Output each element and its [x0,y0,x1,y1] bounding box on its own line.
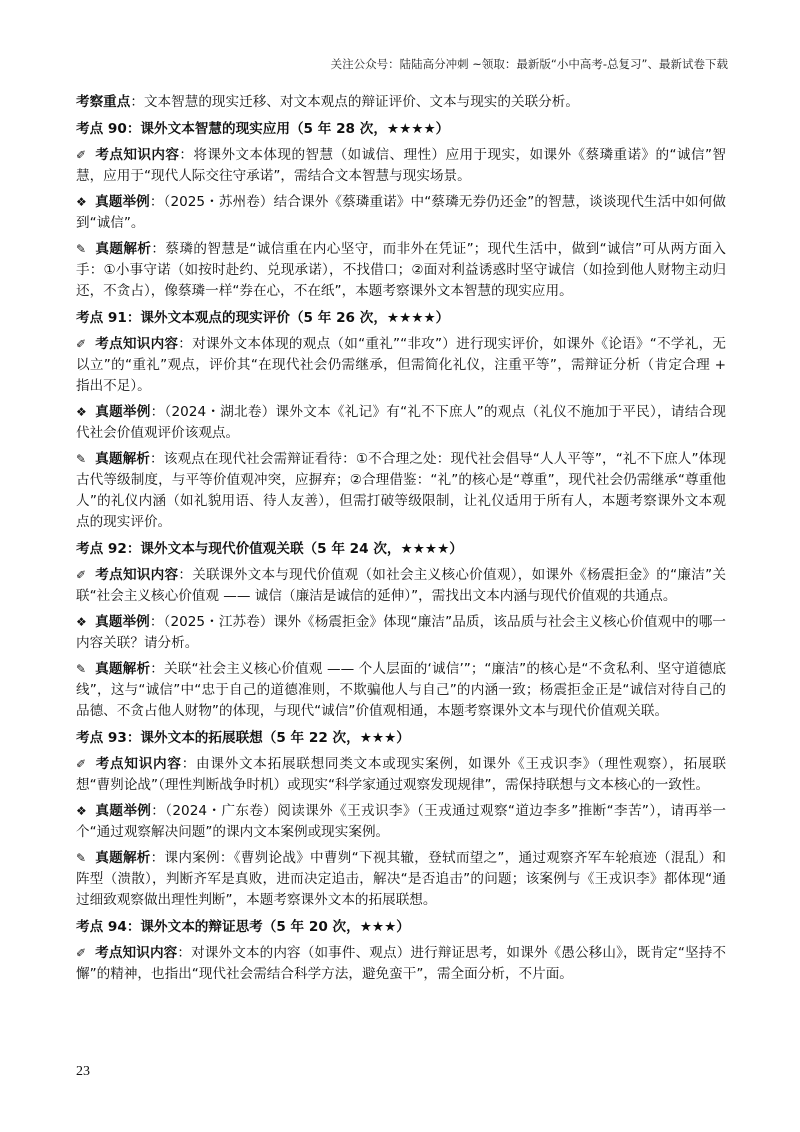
example-text: ：（2025・江苏卷）课外《杨震拒金》体现“廉洁”品质，该品质与社会主义核心价值观中的哪一内容关联？请分析。 [76,614,726,651]
point-92 [76,539,726,722]
example-label: 真题举例 [95,803,152,819]
knowledge-label: 考点知识内容 [95,336,179,352]
analysis-label: 真题解析 [95,241,152,257]
example-label: 真题举例 [95,614,150,630]
knowledge-label: 考点知识内容 [95,756,182,772]
knowledge-paragraph [76,943,726,985]
pencil-icon: ✐ [76,337,87,351]
knowledge-text: ：关联课外文本与现代价值观（如社会主义核心价值观），如课外《杨震拒金》的“廉洁”关联“社会主义核心价值观 —— 诚信（廉洁是诚信的延伸）”，需找出文本内涵与现代价值观的共通点。 [76,567,726,604]
analysis-text: ：关联“社会主义核心价值观 —— 个人层面的‘诚信’”；“廉洁”的核心是“不贪私利、坚守道德底线”，这与“诚信”中“忠于自己的道德准则，不欺骗他人与自己”的内涵一致；杨震拒金正是“诚信对待自己的品德、不贪占他人财物”的体现，与现代“诚信”价值观相通，本题考察课外文本与现代价值观关联。 [76,661,726,719]
point-91 [76,308,726,533]
example-paragraph [76,192,726,234]
page-header: 关注公众号：陆陆高分冲刺 ~领取：最新版“小中高考-总复习”、最新试卷下载 [330,57,728,71]
diamond-bullet-icon: ❖ [76,195,87,209]
diamond-bullet-icon: ❖ [76,615,87,629]
knowledge-text: ：对课外文本体现的观点（如“重礼”“非攻”）进行现实评价，如课外《论语》“不学礼，无以立”的“重礼”观点，评价其“在现代社会仍需继承，但需简化礼仪，注重平等”，需辩证分析（肯定合理 + 指出不足）。 [76,336,727,394]
example-paragraph [76,402,726,444]
analysis-text: ：蔡璘的智慧是“诚信重在内心坚守，而非外在凭证”；现代生活中，做到“诚信”可从两方面入手：①小事守诺（如按时赴约、兑现承诺），不找借口；②面对利益诱惑时坚守诚信（如捡到他人财物主动归还，不贪占），像蔡璘一样“券在心，不在纸”，本题考察课外文本智慧的现实应用。 [76,241,727,299]
knowledge-text: ：由课外文本拓展联想同类文本或现实案例，如课外《王戎识李》（理性观察），拓展联想“曹刿论战”（理性判断战争时机）或现实“科学家通过观察发现规律”，需保持联想与文本核心的一致性。 [76,756,727,793]
pen-icon: ✎ [76,452,87,466]
example-text: ：（2024・湖北卷）课外文本《礼记》有“礼不下庶人”的观点（礼仪不施加于平民），请结合现代社会价值观评价该观点。 [76,404,727,441]
analysis-label: 真题解析 [95,451,151,467]
example-text: ：（2025・苏州卷）结合课外《蔡璘重诺》中“蔡璘无券仍还金”的智慧，谈谈现代生活中如何做到“诚信”。 [76,194,726,231]
example-text: ：（2024・广东卷）阅读课外《王戎识李》（王戎通过观察“道边李多”推断“李苦”），请再举一个“通过观察解决问题”的课内文本案例或现实案例。 [76,803,726,840]
point-title: 考点 93：课外文本的拓展联想（5 年 22 次，★★★） [76,730,410,746]
page-number: 23 [76,1064,90,1079]
exam-focus-label: 考察重点 [76,94,131,110]
knowledge-paragraph [76,565,726,607]
analysis-paragraph [76,239,726,302]
analysis-text: ：课内案例：《曹刿论战》中曹刿“下视其辙，登轼而望之”，通过观察齐军车轮痕迹（混乱）和阵型（溃散），判断齐军是真败，进而决定追击，解决“是否追击”的问题；该案例与《王戎识李》都体现“通过细致观察做出理性判断”，本题考察课外文本的拓展联想。 [76,850,726,908]
example-paragraph [76,801,726,843]
point-title: 考点 91：课外文本观点的现实评价（5 年 26 次，★★★★） [76,310,450,326]
diamond-bullet-icon: ❖ [76,804,87,818]
pencil-icon: ✐ [76,757,87,771]
example-label: 真题举例 [95,194,150,210]
analysis-paragraph [76,449,726,533]
knowledge-label: 考点知识内容 [95,567,179,583]
knowledge-text: ：对课外文本的内容（如事件、观点）进行辩证思考，如课外《愚公移山》，既肯定“坚持不懈”的精神，也指出“现代社会需结合科学方法，避免蛮干”，需全面分析，不片面。 [76,945,726,982]
document-body [76,92,726,990]
point-title: 考点 90：课外文本智慧的现实应用（5 年 28 次，★★★★） [76,121,450,137]
pen-icon: ✎ [76,242,87,256]
pencil-icon: ✐ [76,946,87,960]
analysis-text: ：该观点在现代社会需辩证看待：①不合理之处：现代社会倡导“人人平等”，“礼不下庶人”体现古代等级制度，与平等价值观冲突，应摒弃；②合理借鉴：“礼”的核心是“尊重”，现代社会仍需继承“尊重他人”的礼仪内涵（如礼貌用语、待人友善），但需打破等级限制，让礼仪适用于所有人，本题考察课外文本观点的现实评价。 [76,451,726,530]
knowledge-paragraph [76,334,726,397]
analysis-paragraph [76,848,726,911]
point-title: 考点 92：课外文本与现代价值观关联（5 年 24 次，★★★★） [76,541,463,557]
knowledge-paragraph [76,145,726,187]
knowledge-text: ：将课外文本体现的智慧（如诚信、理性）应用于现实，如课外《蔡璘重诺》的“诚信”智慧，应用于“现代人际交往守承诺”，需结合文本智慧与现实场景。 [76,147,726,184]
knowledge-label: 考点知识内容 [95,945,178,961]
diamond-bullet-icon: ❖ [76,405,87,419]
example-label: 真题举例 [95,404,151,420]
analysis-paragraph [76,659,726,722]
pencil-icon: ✐ [76,148,87,162]
analysis-label: 真题解析 [95,850,151,866]
point-90 [76,119,726,302]
knowledge-paragraph [76,754,726,796]
point-93 [76,728,726,911]
analysis-label: 真题解析 [95,661,151,677]
point-94 [76,917,726,985]
exam-focus [76,92,726,113]
knowledge-label: 考点知识内容 [95,147,180,163]
pen-icon: ✎ [76,851,87,865]
example-paragraph [76,612,726,654]
pen-icon: ✎ [76,662,87,676]
exam-focus-text: ：文本智慧的现实迁移、对文本观点的辩证评价、文本与现实的关联分析。 [130,94,579,110]
pencil-icon: ✐ [76,568,87,582]
point-title: 考点 94：课外文本的辩证思考（5 年 20 次，★★★） [76,919,410,935]
